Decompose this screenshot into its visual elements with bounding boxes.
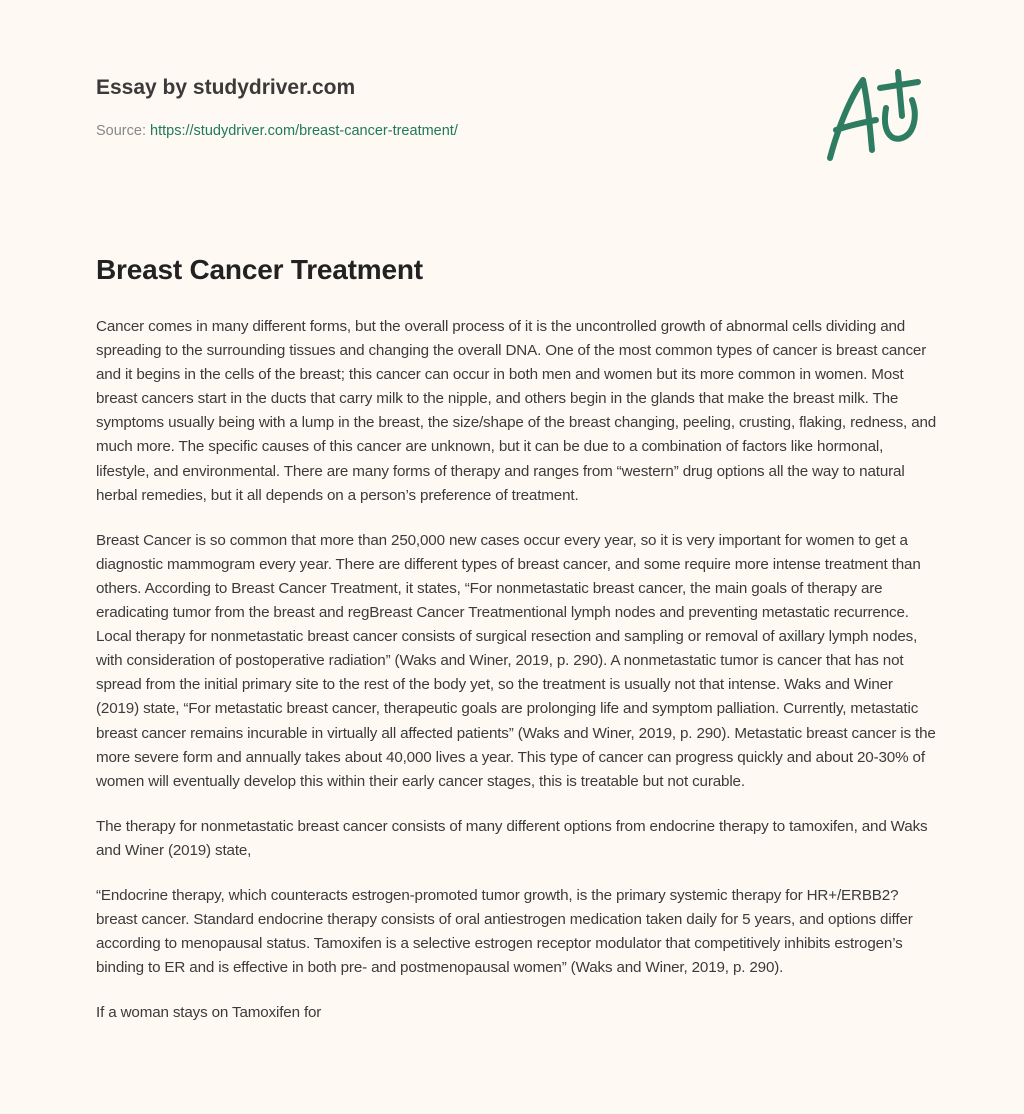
block-quote: “Endocrine therapy, which counteracts estrogen-promoted tumor growth, is the primary systemic therapy for HR+/ERBB2? breast cancer. Standard endocrine therapy consists of oral antiestrogen medication taken daily for 5 years, and options differ according to menopausal status. Tamoxifen is a selective estrogen receptor modulator that competitively inhibits estrogen’s binding to ER and is effective in both pre- and postmenopausal women” (Waks and Winer, 2019, p. 290). [96,886,913,977]
source-label: Source: [96,123,146,139]
paragraph: If a woman stays on Tamoxifen for [96,1004,322,1022]
page-title: Breast Cancer Treatment [96,254,423,285]
site-brand: Essay by studydriver.com [96,76,356,99]
paragraph: Cancer comes in many different forms, but the overall process of it is the uncontrolled growth of abnormal cells dividing and spreading to the surrounding tissues and changing the overall DNA. One of the most common types of cancer is breast cancer and it begins in the cells of the breast; this cancer can occur in both men and women but its more common in women. Most breast cancers start in the ducts that carry milk to the nipple, and others begin in the glands that make the breast milk. The symptoms usually being with a lump in the breast, the size/shape of the breast changing, peeling, crusting, flaking, redness, and much more. The specific causes of this cancer are unknown, but it can be due to a combination of factors like hormonal, lifestyle, and environmental. There are many forms of therapy and ranges from “western” drug options all the way to natural herbal remedies, but it all depends on a person’s preference of treatment. [96,318,937,504]
a-plus-logo-icon [818,68,928,164]
paragraph: Breast Cancer is so common that more than 250,000 new cases occur every year, so it is very important for women to get a diagnostic mammogram every year. There are different types of breast cancer, and some require more intense treatment than others. According to Breast Cancer Treatment, it states, “For nonmetastatic breast cancer, the main goals of therapy are eradicating tumor from the breast and regBreast Cancer Treatmentional lymph nodes and preventing metastatic recurrence. Local therapy for nonmetastatic breast cancer consists of surgical resection and sampling or removal of axillary lymph nodes, with consideration of postoperative radiation” (Waks and Winer, 2019, p. 290). A nonmetastatic tumor is cancer that has not spread from the initial primary site to the rest of the body yet, so the treatment is usually not that intense. Waks and Winer (2019) state, “For metastatic breast cancer, therapeutic goals are prolonging life and symptom palliation. Currently, metastatic breast cancer remains incurable in virtually all affected patients” (Waks and Winer, 2019, p. 290). Metastatic breast cancer is the more severe form and annually takes about 40,000 lives a year. This type of cancer can progress quickly and about 20-30% of women will eventually develop this within their early cancer stages, this is treatable but not curable. [96,531,936,790]
paragraph: The therapy for nonmetastatic breast cancer consists of many different options from endocrine therapy to tamoxifen, and Waks and Winer (2019) state, [96,817,928,859]
source-link[interactable]: https://studydriver.com/breast-cancer-treatment/ [150,123,458,139]
essay-body [96,315,938,1046]
source-line [96,123,458,139]
